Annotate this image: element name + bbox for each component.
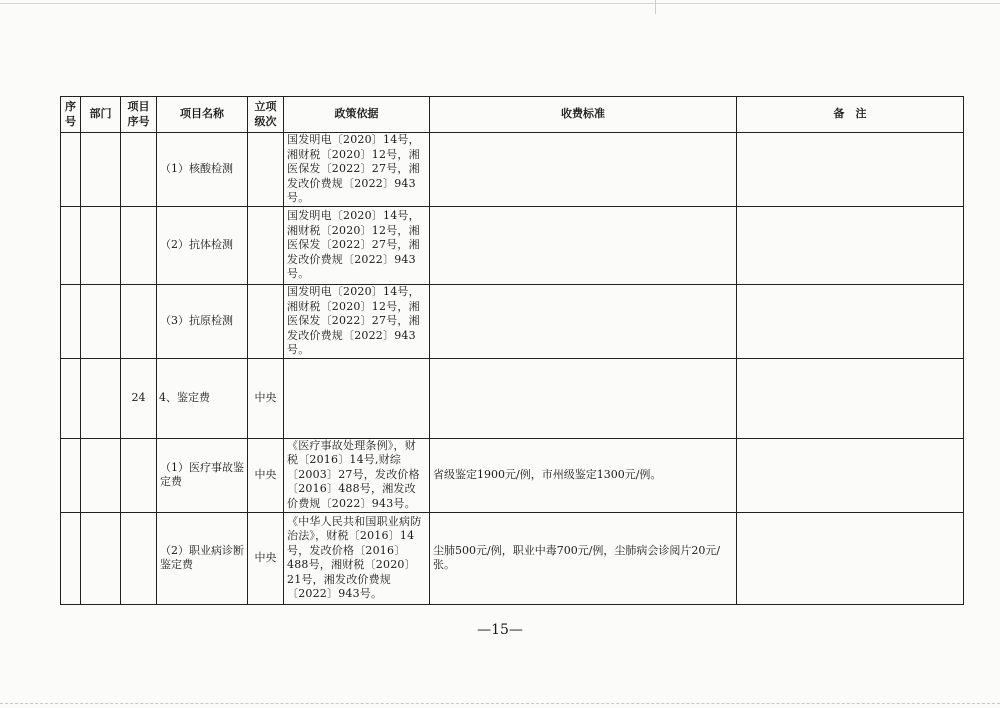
cell-policy: 国发明电〔2020〕14号，湘财税〔2020〕12号，湘医保发〔2022〕27号，湘发改价费规〔2022〕943号。 [284,285,430,359]
cell-seq [61,207,81,285]
cell-item-seq [121,207,157,285]
table-row [61,207,964,285]
scan-top-edge [0,3,1000,4]
scan-bottom-edge [0,703,1000,704]
cell-level [248,133,284,207]
cell-item-seq [121,285,157,359]
cell-dept [81,438,121,512]
table-row [61,438,964,512]
cell-item-name: 4、鉴定费 [157,358,248,438]
fee-table [60,96,964,605]
cell-level: 中央 [248,438,284,512]
table-row [61,285,964,359]
cell-dept [81,133,121,207]
cell-standard [430,133,737,207]
cell-dept [81,285,121,359]
cell-item-seq [121,438,157,512]
table-row [61,133,964,207]
cell-standard [430,358,737,438]
table-row [61,358,964,438]
cell-remark [737,133,964,207]
col-header-standard: 收费标准 [430,97,737,133]
cell-remark [737,438,964,512]
cell-seq [61,133,81,207]
cell-seq [61,358,81,438]
cell-dept [81,207,121,285]
cell-level: 中央 [248,512,284,604]
cell-policy: 国发明电〔2020〕14号，湘财税〔2020〕12号，湘医保发〔2022〕27号，湘发改价费规〔2022〕943号。 [284,133,430,207]
col-header-item-seq: 项目序号 [121,97,157,133]
cell-standard [430,285,737,359]
cell-level: 中央 [248,358,284,438]
table-row [61,512,964,604]
cell-remark [737,512,964,604]
cell-item-name: （1）核酸检测 [157,133,248,207]
cell-remark [737,358,964,438]
col-header-remark: 备 注 [737,97,964,133]
col-header-item-name: 项目名称 [157,97,248,133]
cell-level [248,207,284,285]
cell-remark [737,207,964,285]
cell-item-name: （2）职业病诊断鉴定费 [157,512,248,604]
cell-standard: 省级鉴定1900元/例，市州级鉴定1300元/例。 [430,438,737,512]
cell-seq [61,438,81,512]
col-header-policy: 政策依据 [284,97,430,133]
cell-item-name: （3）抗原检测 [157,285,248,359]
fee-table-container [60,96,963,605]
table-header-row [61,97,964,133]
cell-standard: 尘肺500元/例，职业中毒700元/例，尘肺病会诊阅片20元/张。 [430,512,737,604]
col-header-level: 立项级次 [248,97,284,133]
cell-remark [737,285,964,359]
cell-standard [430,207,737,285]
col-header-seq: 序号 [61,97,81,133]
cell-item-name: （2）抗体检测 [157,207,248,285]
cell-item-seq [121,133,157,207]
cell-level [248,285,284,359]
cell-seq [61,512,81,604]
cell-dept [81,512,121,604]
cell-dept [81,358,121,438]
cell-policy: 《中华人民共和国职业病防治法》，财税〔2016〕14号，发改价格〔2016〕488号，湘财税〔2020〕21号，湘发改价费规〔2022〕943号。 [284,512,430,604]
scan-edge-mark [655,0,656,14]
cell-item-name: （1）医疗事故鉴定费 [157,438,248,512]
cell-seq [61,285,81,359]
cell-item-seq [121,512,157,604]
page-number: —15— [477,622,523,638]
cell-policy [284,358,430,438]
col-header-dept: 部门 [81,97,121,133]
cell-policy: 《医疗事故处理条例》，财税〔2016〕14号,财综〔2003〕27号，发改价格〔2016〕488号，湘发改价费规〔2022〕943号。 [284,438,430,512]
cell-item-seq: 24 [121,358,157,438]
cell-policy: 国发明电〔2020〕14号，湘财税〔2020〕12号，湘医保发〔2022〕27号，湘发改价费规〔2022〕943号。 [284,207,430,285]
